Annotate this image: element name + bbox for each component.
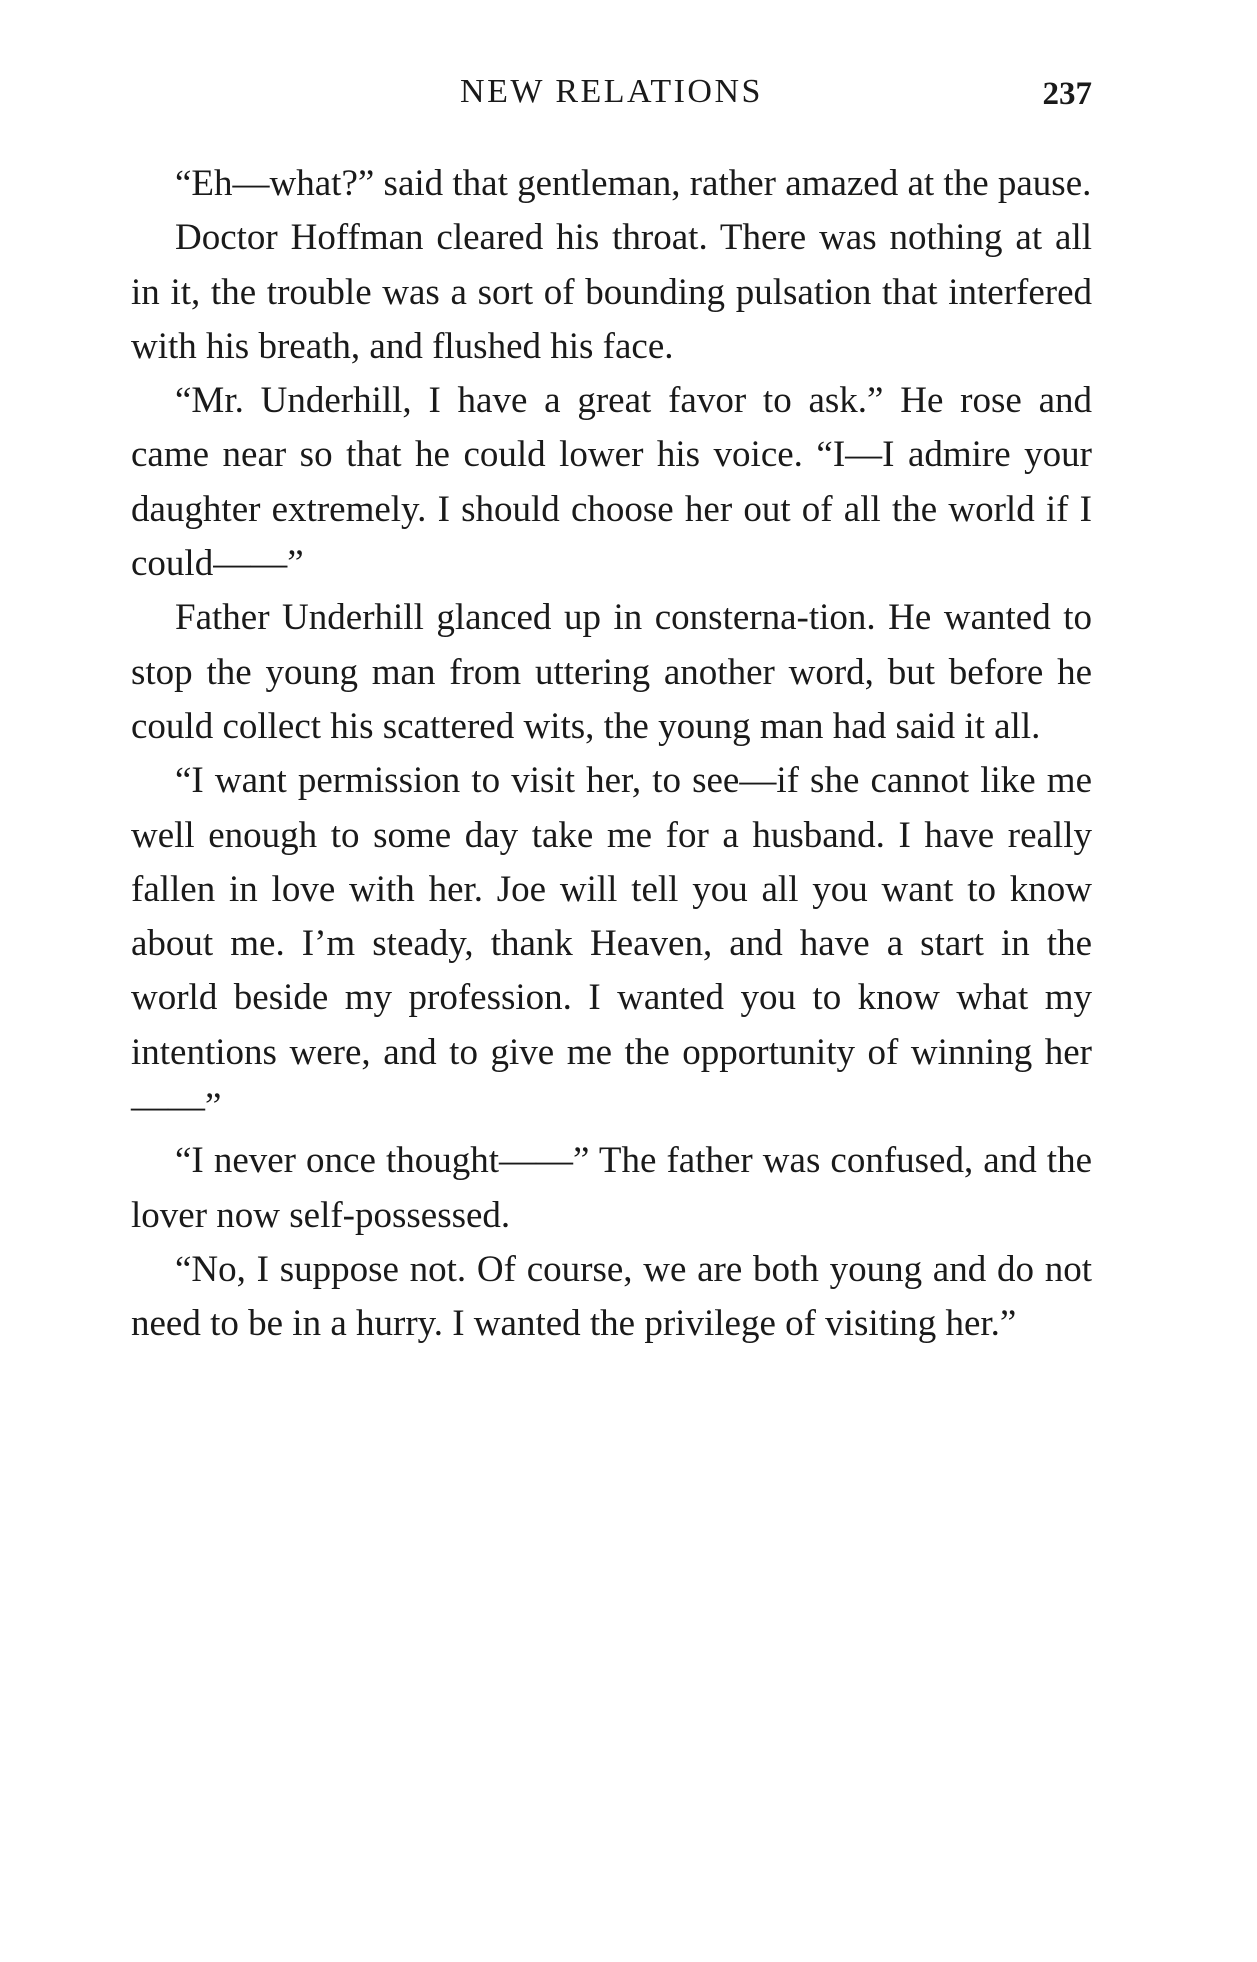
paragraph: “I want permission to visit her, to see—if she cannot like me well enough to some day take me for a husband. I have really fallen in love with her. Joe will tell you all you want to know about me. I’m steady, thank Heaven, and have a start in the world beside my profession. I wanted you to know what my intentions were, and to give me the opportunity of winning her——” — [131, 760, 1092, 1128]
paragraph: “I never once thought——” The father was confused, and the lover now self-possessed. — [131, 1140, 1092, 1236]
paragraph: “Eh—what?” said that gentleman, rather amazed at the pause. — [175, 163, 1092, 204]
running-title: NEW RELATIONS — [460, 73, 763, 110]
page-number: 237 — [1042, 76, 1092, 112]
paragraph: Father Underhill glanced up in consterna-tion. He wanted to stop the young man from uttering another word, but before he could collect his scattered wits, the young man had said it all. — [131, 597, 1092, 747]
running-head — [131, 68, 1092, 116]
body-text — [131, 157, 1092, 1352]
paragraph: “Mr. Underhill, I have a great favor to ask.” He rose and came near so that he could lower his voice. “I—I admire your daughter extremely. I should choose her out of all the world if I could——” — [131, 380, 1092, 585]
paragraph: “No, I suppose not. Of course, we are both young and do not need to be in a hurry. I wanted the privilege of visiting her.” — [131, 1248, 1092, 1345]
paragraph: Doctor Hoffman cleared his throat. There was nothing at all in it, the trouble was a sort of bounding pulsation that interfered with his breath, and flushed his face. — [131, 217, 1092, 367]
